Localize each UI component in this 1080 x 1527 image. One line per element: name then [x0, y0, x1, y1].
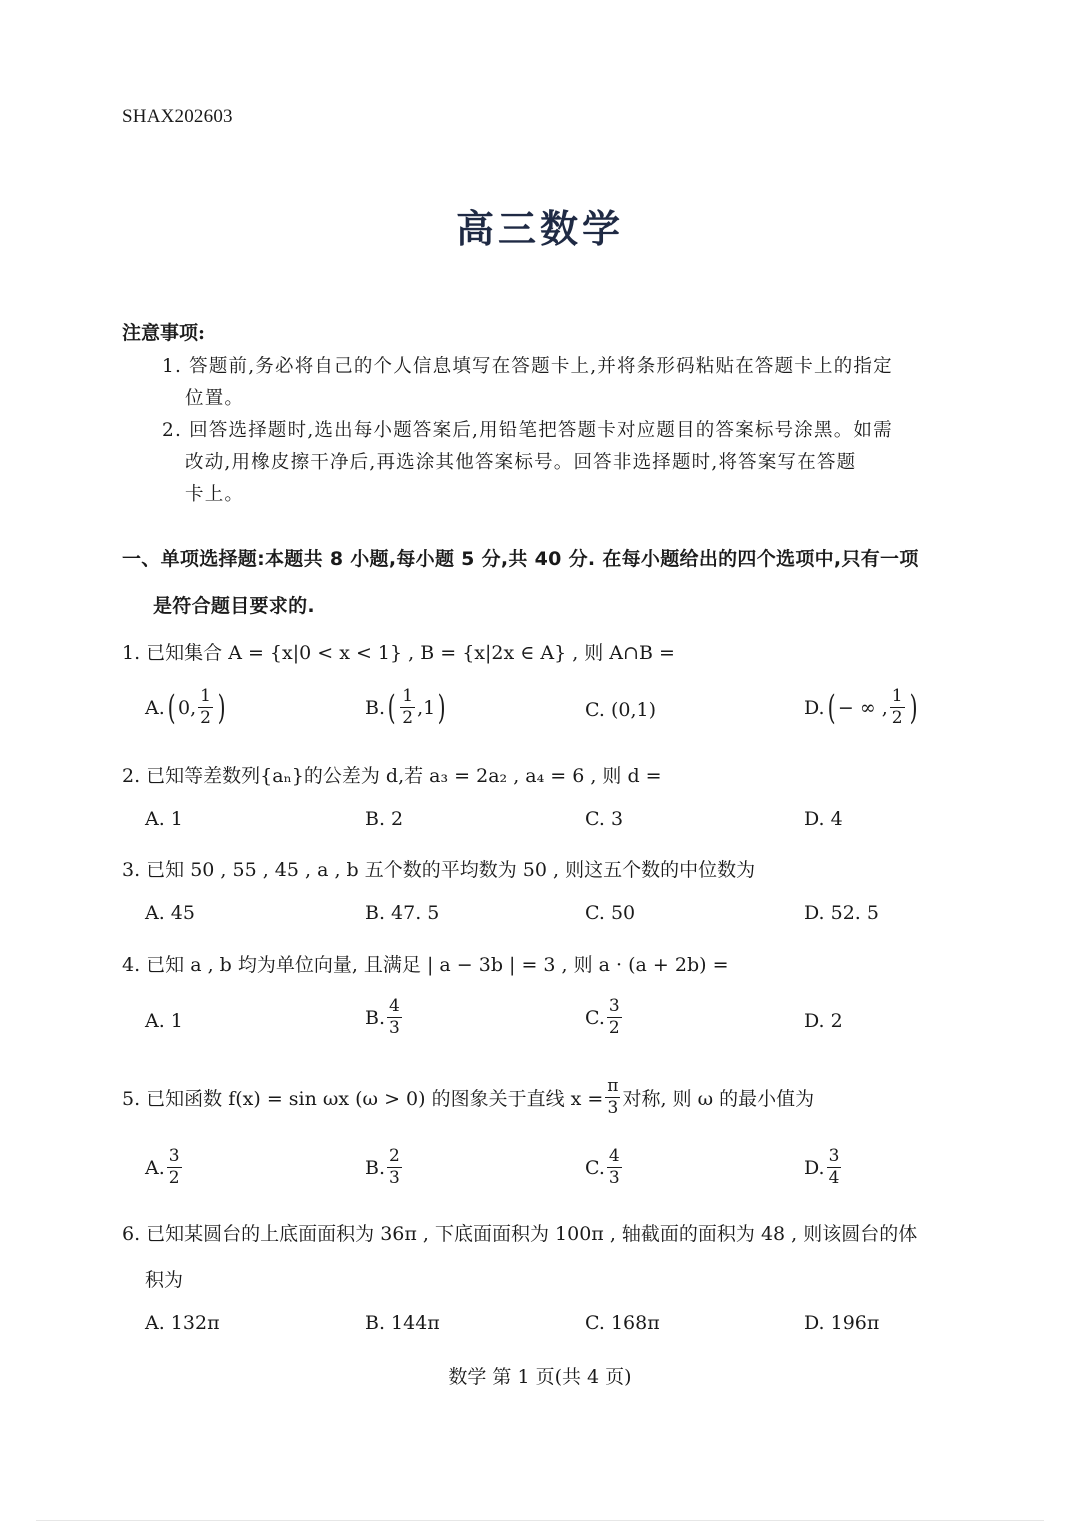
numerator: 3 [168, 1146, 180, 1166]
numerator: 2 [389, 1146, 400, 1166]
question-4-stem: 4. 已知 a , b 均为单位向量, 且满足 | a − 3b | = 3 , 则 a · (a + 2b) = [122, 954, 729, 976]
question-2-option-b: B. 2 [365, 808, 404, 830]
fraction [387, 1148, 402, 1187]
question-4-option-b [365, 998, 404, 1037]
question-1-option-b [365, 688, 449, 727]
note-line-2: 位置。 [185, 388, 245, 409]
interval-right: ,1 [417, 696, 436, 719]
question-6-option-b: B. 144π [365, 1312, 440, 1334]
fraction [607, 1148, 622, 1187]
bottom-divider [36, 1520, 1044, 1521]
option-label: C. [585, 1156, 605, 1179]
question-1-option-c: C. (0,1) [585, 699, 656, 721]
question-5-option-a [145, 1148, 184, 1187]
fraction [400, 688, 415, 727]
note-line-5: 卡上。 [185, 484, 245, 505]
question-6-stem-line-2: 积为 [145, 1269, 184, 1291]
question-3-option-a: A. 45 [145, 902, 195, 924]
question-5-option-b [365, 1148, 404, 1187]
question-1-option-a [145, 688, 228, 727]
question-3-option-c: C. 50 [585, 902, 636, 924]
right-paren: ) [437, 687, 446, 728]
question-5-option-c [585, 1148, 624, 1187]
question-2-stem: 2. 已知等差数列{aₙ}的公差为 d,若 a₃ = 2a₂ , a₄ = 6 , 则 d = [122, 765, 662, 787]
question-4-option-a: A. 1 [145, 1010, 183, 1032]
option-label: C. [585, 1006, 605, 1029]
question-2-option-d: D. 4 [804, 808, 843, 830]
denominator: 2 [200, 708, 211, 728]
fraction [890, 688, 905, 727]
denominator: 2 [168, 1168, 180, 1188]
notes-heading: 注意事项: [122, 322, 206, 344]
section-heading-line-2: 是符合题目要求的. [153, 595, 315, 617]
numerator: 4 [389, 996, 400, 1016]
option-label: D. [804, 696, 825, 719]
question-5-stem [122, 1078, 814, 1117]
page-title: 高三数学 [455, 207, 624, 251]
question-3-option-b: B. 47. 5 [365, 902, 440, 924]
question-2-option-a: A. 1 [145, 808, 183, 830]
fraction [827, 1148, 842, 1187]
left-paren: ( [827, 687, 836, 728]
numerator: 3 [608, 996, 620, 1016]
left-paren: ( [167, 687, 176, 728]
numerator: 1 [891, 686, 903, 706]
denominator: 2 [608, 1018, 620, 1038]
question-2-option-c: C. 3 [585, 808, 624, 830]
left-paren: ( [387, 687, 396, 728]
fraction [607, 998, 622, 1037]
note-line-3: 2. 回答选择题时,选出每小题答案后,用铅笔把答题卡对应题目的答案标号涂黑。如需 [162, 420, 893, 441]
doc-code: SHAX202603 [122, 106, 233, 127]
numerator: π [607, 1076, 619, 1096]
interval-left: 0, [178, 696, 197, 719]
interval-left: − ∞ , [837, 696, 888, 719]
option-label: A. [145, 1156, 165, 1179]
numerator: 1 [402, 686, 414, 706]
denominator: 2 [891, 708, 903, 728]
option-label: B. [365, 696, 386, 719]
right-paren: ) [217, 687, 226, 728]
question-1-option-d [804, 688, 920, 727]
note-line-4: 改动,用橡皮擦干净后,再选涂其他答案标号。回答非选择题时,将答案写在答题 [185, 452, 857, 473]
question-5-option-d [804, 1148, 843, 1187]
right-paren: ) [909, 687, 918, 728]
question-6-option-c: C. 168π [585, 1312, 660, 1334]
numerator: 4 [608, 1146, 620, 1166]
page-footer: 数学 第 1 页(共 4 页) [448, 1366, 632, 1388]
question-3-option-d: D. 52. 5 [804, 902, 879, 924]
fraction [167, 1148, 182, 1187]
option-label: D. [804, 1156, 825, 1179]
question-4-option-d: D. 2 [804, 1010, 843, 1032]
denominator: 2 [402, 708, 414, 728]
numerator: 3 [828, 1146, 840, 1166]
denominator: 3 [608, 1168, 620, 1188]
fraction [605, 1078, 620, 1117]
option-label: A. [145, 696, 165, 719]
question-1-stem: 1. 已知集合 A = {x|0 < x < 1} , B = {x|2x ∈ A} , 则 A∩B = [122, 642, 675, 664]
question-6-option-a: A. 132π [145, 1312, 220, 1334]
denominator: 3 [607, 1098, 619, 1118]
fraction [198, 688, 213, 727]
note-line-1: 1. 答题前,务必将自己的个人信息填写在答题卡上,并将条形码粘贴在答题卡上的指定 [162, 356, 893, 377]
denominator: 3 [389, 1168, 400, 1188]
numerator: 1 [200, 686, 211, 706]
question-4-option-c [585, 998, 624, 1037]
stem-text-pre: 5. 已知函数 f(x) = sin ωx (ω > 0) 的图象关于直线 x = [122, 1088, 604, 1110]
question-6-option-d: D. 196π [804, 1312, 880, 1334]
stem-text-post: 对称, 则 ω 的最小值为 [622, 1088, 815, 1110]
question-6-stem-line-1: 6. 已知某圆台的上底面面积为 36π , 下底面面积为 100π , 轴截面的面积为 48 , 则该圆台的体 [122, 1223, 918, 1245]
denominator: 3 [389, 1018, 400, 1038]
option-label: B. [365, 1156, 386, 1179]
denominator: 4 [828, 1168, 840, 1188]
fraction [387, 998, 402, 1037]
section-heading-line-1: 一、单项选择题:本题共 8 小题,每小题 5 分,共 40 分. 在每小题给出的四个选项中,只有一项 [122, 548, 919, 570]
question-3-stem: 3. 已知 50 , 55 , 45 , a , b 五个数的平均数为 50 , 则这五个数的中位数为 [122, 859, 756, 881]
option-label: B. [365, 1006, 386, 1029]
